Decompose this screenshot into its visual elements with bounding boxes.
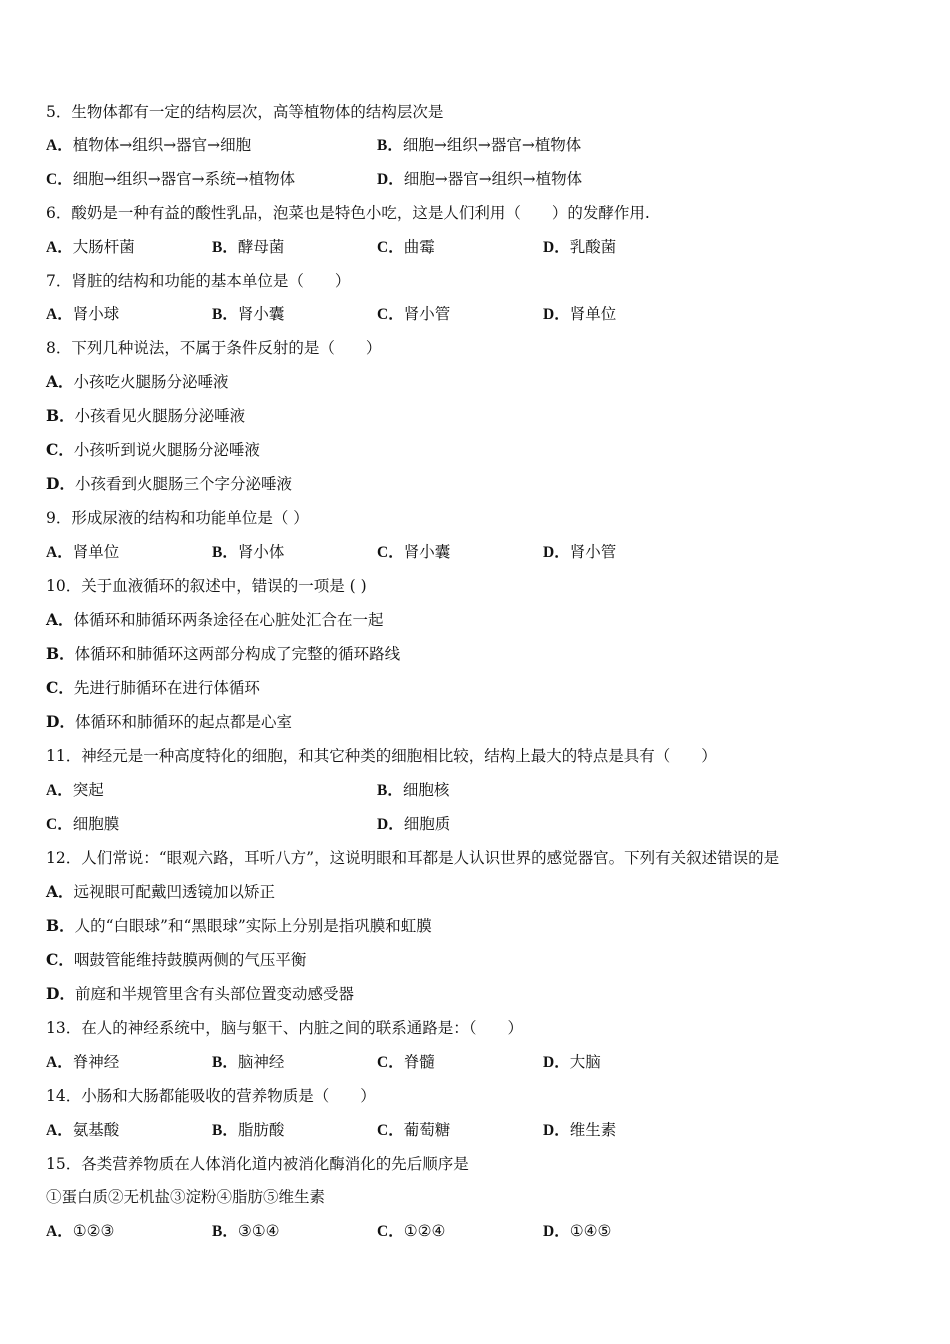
option-b: B．酵母菌	[212, 238, 285, 256]
question-8-option-c: C．小孩听到说火腿肠分泌唾液	[46, 440, 260, 459]
option-b: B．细胞→组织→器官→植物体	[377, 136, 582, 154]
option-a: A．氨基酸	[46, 1121, 120, 1139]
option-a: A．大肠杆菌	[46, 238, 135, 256]
question-12-option-b: B．人的“白眼球”和“黑眼球”实际上分别是指巩膜和虹膜	[46, 916, 432, 935]
option-d: D．乳酸菌	[543, 238, 617, 256]
question-14-stem: 14．小肠和大肠都能吸收的营养物质是（ ）	[46, 1087, 376, 1105]
option-c: C．肾小囊	[377, 543, 451, 561]
option-d: D．细胞质	[377, 815, 451, 833]
option-a: A．肾小球	[46, 305, 120, 323]
question-12-stem: 12．人们常说：“眼观六路，耳听八方”，这说明眼和耳都是人认识世界的感觉器官。下列有关叙述错误的是	[46, 849, 780, 867]
question-7-stem: 7．肾脏的结构和功能的基本单位是（ ）	[46, 272, 351, 290]
option-a: A．①②③	[46, 1222, 115, 1240]
option-b: B．③①④	[212, 1222, 280, 1240]
option-b: B．脑神经	[212, 1053, 285, 1071]
question-15-stem: 15．各类营养物质在人体消化道内被消化酶消化的先后顺序是	[46, 1155, 469, 1173]
option-d: D．①④⑤	[543, 1222, 612, 1240]
option-d: D．大脑	[543, 1053, 601, 1071]
question-10-option-d: D．体循环和肺循环的起点都是心室	[46, 712, 292, 731]
question-13-stem: 13．在人的神经系统中，脑与躯干、内脏之间的联系通路是：（ ）	[46, 1019, 523, 1037]
question-12-option-d: D．前庭和半规管里含有头部位置变动感受器	[46, 984, 354, 1003]
question-10-stem: 10．关于血液循环的叙述中，错误的一项是 ( )	[46, 577, 367, 595]
option-a: A．肾单位	[46, 543, 120, 561]
question-15-substances: ①蛋白质②无机盐③淀粉④脂肪⑤维生素	[46, 1188, 326, 1206]
option-b: B．脂肪酸	[212, 1121, 285, 1139]
option-c: C．脊髓	[377, 1053, 435, 1071]
question-6-stem: 6．酸奶是一种有益的酸性乳品，泡菜也是特色小吃，这是人们利用（ ）的发酵作用.	[46, 204, 650, 222]
option-c: C．曲霉	[377, 238, 435, 256]
option-d: D．维生素	[543, 1121, 617, 1139]
question-12-option-c: C．咽鼓管能维持鼓膜两侧的气压平衡	[46, 950, 307, 969]
question-9-stem: 9．形成尿液的结构和功能单位是（ ）	[46, 509, 309, 527]
option-c: C．葡萄糖	[377, 1121, 451, 1139]
option-a: A．突起	[46, 781, 104, 799]
option-d: D．肾小管	[543, 543, 617, 561]
question-10-option-c: C．先进行肺循环在进行体循环	[46, 678, 260, 697]
question-8-option-b: B．小孩看见火腿肠分泌唾液	[46, 406, 246, 425]
question-11-stem: 11．神经元是一种高度特化的细胞，和其它种类的细胞相比较，结构上最大的特点是具有（ ）	[46, 747, 717, 765]
option-a: A．植物体→组织→器官→细胞	[46, 136, 252, 154]
question-5-stem: 5．生物体都有一定的结构层次，高等植物体的结构层次是	[46, 103, 444, 121]
question-12-option-a: A．远视眼可配戴凹透镜加以矫正	[46, 882, 276, 901]
option-d: D．肾单位	[543, 305, 617, 323]
option-c: C．肾小管	[377, 305, 451, 323]
option-b: B．肾小囊	[212, 305, 285, 323]
question-10-option-b: B．体循环和肺循环这两部分构成了完整的循环路线	[46, 644, 401, 663]
option-c: C．细胞膜	[46, 815, 120, 833]
option-c: C．①②④	[377, 1222, 446, 1240]
option-c: C．细胞→组织→器官→系统→植物体	[46, 170, 296, 188]
option-d: D．细胞→器官→组织→植物体	[377, 170, 583, 188]
question-8-option-a: A．小孩吃火腿肠分泌唾液	[46, 372, 229, 391]
option-b: B．肾小体	[212, 543, 285, 561]
option-b: B．细胞核	[377, 781, 450, 799]
question-10-option-a: A．体循环和肺循环两条途径在心脏处汇合在一起	[46, 610, 384, 629]
option-a: A．脊神经	[46, 1053, 120, 1071]
question-8-stem: 8．下列几种说法，不属于条件反射的是（ ）	[46, 339, 382, 357]
question-8-option-d: D．小孩看到火腿肠三个字分泌唾液	[46, 474, 292, 493]
